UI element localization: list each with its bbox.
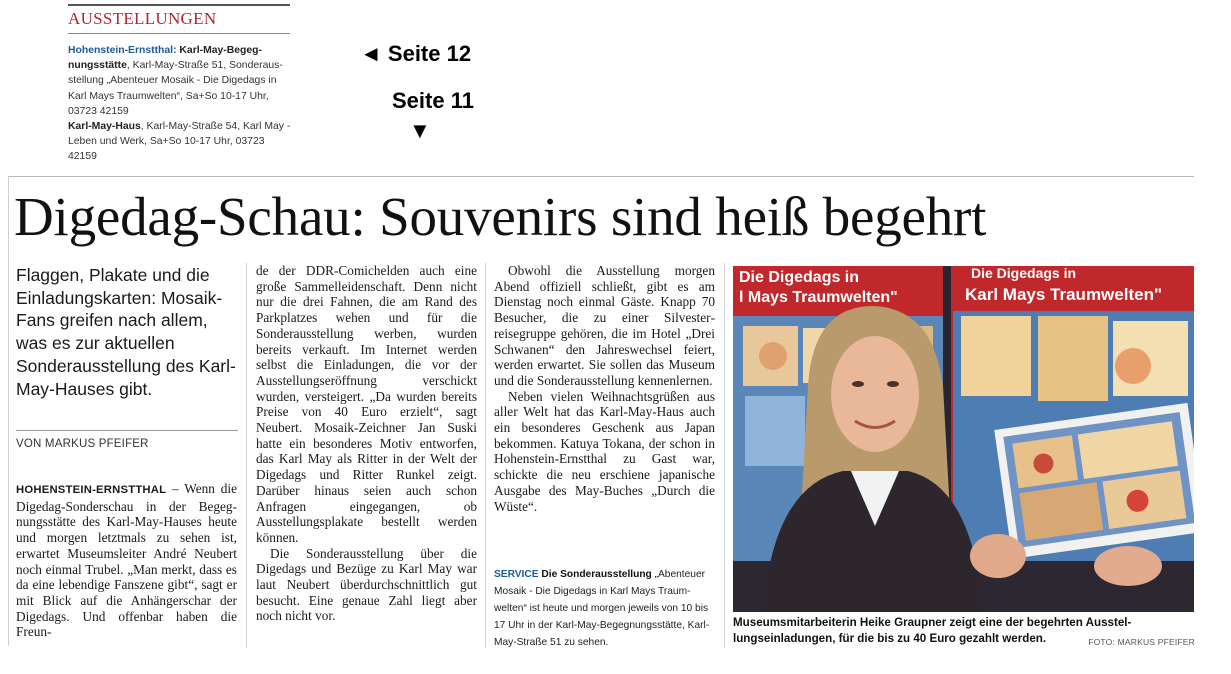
exhibition-entry: [68, 119, 292, 165]
woman-face: [831, 336, 919, 452]
seite-11-label: Seite 11: [392, 88, 474, 113]
article-column-1: [16, 481, 237, 640]
service-title: Die Sonderausstellung: [541, 569, 652, 580]
exhibitions-rule: [68, 33, 290, 34]
article-column-2: [256, 263, 477, 624]
service-label: SERVICE: [494, 569, 539, 580]
article-top-rule: [8, 176, 1194, 177]
article-dateline: HOHENSTEIN-ERNSTTHAL: [16, 484, 167, 496]
column-3-paragraph-1: Obwohl die Ausstellung morgen Abend offiziell schließt, gibt es am Dienstag noch einmal Gäste. Knapp 70 Besucher, die zu einer Silvesterreisegruppe gehören, die im Hotel „Drei Schwanen“ den Jahreswechsel feiert, werden erwartet. Sie sollen das Museum und die Sonderausstellung kennenlernen.: [494, 263, 715, 388]
byline-rule: [16, 430, 238, 431]
exhibition-details: , Karl-May-Straße 54, Karl May - Leben und Werk, Sa+So 10-17 Uhr, 03723 42159: [68, 121, 291, 163]
column-3-paragraph-2: Neben vielen Weihnachtsgrüßen aus aller Welt hat das Karl-May-Haus auch ein besonderes Geschenk aus Japan bekommen. Katuya Tokana, der schon in Hohenstein-Ernstthal zu Gast war, schickte die neu erschiene japanische Ausgabe des May-Buches „Durch die Wüste“.: [494, 388, 715, 514]
exhibition-venue: Karl-May-Begegnungsstätte: [68, 45, 262, 72]
exhibition-details: , Karl-May-Straße 51, Sonderausstellung „Abenteuer Mosaik - Die Digedags in Karl Mays Traumwelten“, Sa+So 10-17 Uhr, 03723 42159: [68, 60, 283, 117]
poster-right-title-line1: Die Digedags in: [971, 266, 1077, 281]
left-arrow-icon: ◄: [360, 41, 382, 66]
column-separator: [485, 263, 486, 648]
poster-left-title-line1: Die Digedags in: [739, 269, 860, 286]
article-left-rule: [8, 176, 9, 646]
photo-caption: [733, 615, 1195, 650]
column-separator: [724, 263, 725, 648]
article-byline: VON MARKUS PFEIFER: [16, 438, 149, 450]
down-arrow-icon: ▼: [409, 118, 431, 143]
seite-12-label: Seite 12: [387, 41, 472, 66]
exhibition-city: Hohenstein-Ernstthal:: [68, 45, 177, 56]
article-photo: [733, 266, 1194, 612]
column-2-paragraph-1: de der DDR-Comichelden auch eine große Sammelleidenschaft. Denn nicht nur die drei Fahnen, die am Rand des Parkplatzes wehen und für die Sonderausstellung werben, wurden bereits verkauft. Im Internet werden selbst die Einladungen, die vor der Ausstellungseröffnung verschickt wurden, versteigert. „Da wurden bereits Preise von 40 Euro erzielt“, sagt Neubert. Mosaik-Zeichner Jan Suski hatte ein besonderes Motiv entworfen, das Karl May als Ritter in der Welt der Digedags und Ritter Runkel zeigt. Darüber hinaus seien auch schon Anfragen eingegangen, ob Ausstellungsplakate bestellt werden können.: [256, 263, 477, 545]
article-lead: Flaggen, Plakate und die Einladungskarten: Mosaik-Fans greifen nach allem, was es zur aktuellen Sonderausstellung des Karl-May-Hauses gibt.: [16, 265, 236, 399]
article-headline: Digedag-Schau: Souvenirs sind heiß begehrt: [14, 186, 987, 247]
service-text: „Abenteuer Mosaik - Die Digedags in Karl Mays Traumwelten“ ist heute und morgen jeweils von 10 bis 17 Uhr in der Karl-May-Begegnungsstätte, Karl-May-Straße 51 zu sehen.: [494, 569, 710, 648]
exhibitions-top-rule: [68, 4, 290, 6]
column-1-text: – Wenn die Digedag-Sonderschau in der Begegnungsstätte des Karl-May-Hauses heute und morgen letztmals zu sehen ist, erwartet Museumsleiter André Neubert noch einmal Trubel. „Man merkt, dass es da eine lebendige Fanszene gibt“, sagt er mit Blick auf die Anhängerschar der Digedags. Und offenbar haben die Freun-: [16, 481, 237, 640]
exhibition-venue: Karl-May-Haus: [68, 121, 141, 133]
column-2-paragraph-2: Die Sonderausstellung über die Digedags und Bezüge zu Karl May war laut Neubert überdurchschnittlich gut besucht. Eine genaue Zahl liegt aber noch nicht vor.: [256, 545, 477, 624]
page-marker-seite-12: [360, 41, 471, 67]
article-column-3: [494, 263, 715, 514]
column-separator: [246, 263, 247, 648]
exhibition-entry: [68, 43, 292, 119]
photo-credit: FOTO: MARKUS PFEIFER: [1088, 637, 1195, 647]
poster-right-title-line2: Karl Mays Traumwelten": [965, 285, 1163, 304]
invitation-card: [994, 403, 1194, 559]
service-box: [494, 566, 716, 651]
caption-text: Museumsmitarbeiterin Heike Graupner zeigt eine der begehrten Ausstellungseinladungen, für die bis zu 40 Euro gezahlt werden.: [733, 616, 1132, 645]
exhibitions-heading: AUSSTELLUNGEN: [68, 9, 217, 28]
exhibitions-list: [68, 43, 292, 165]
photo-illustration: [733, 266, 1194, 612]
poster-left-title-line2: l Mays Traumwelten": [739, 289, 898, 306]
